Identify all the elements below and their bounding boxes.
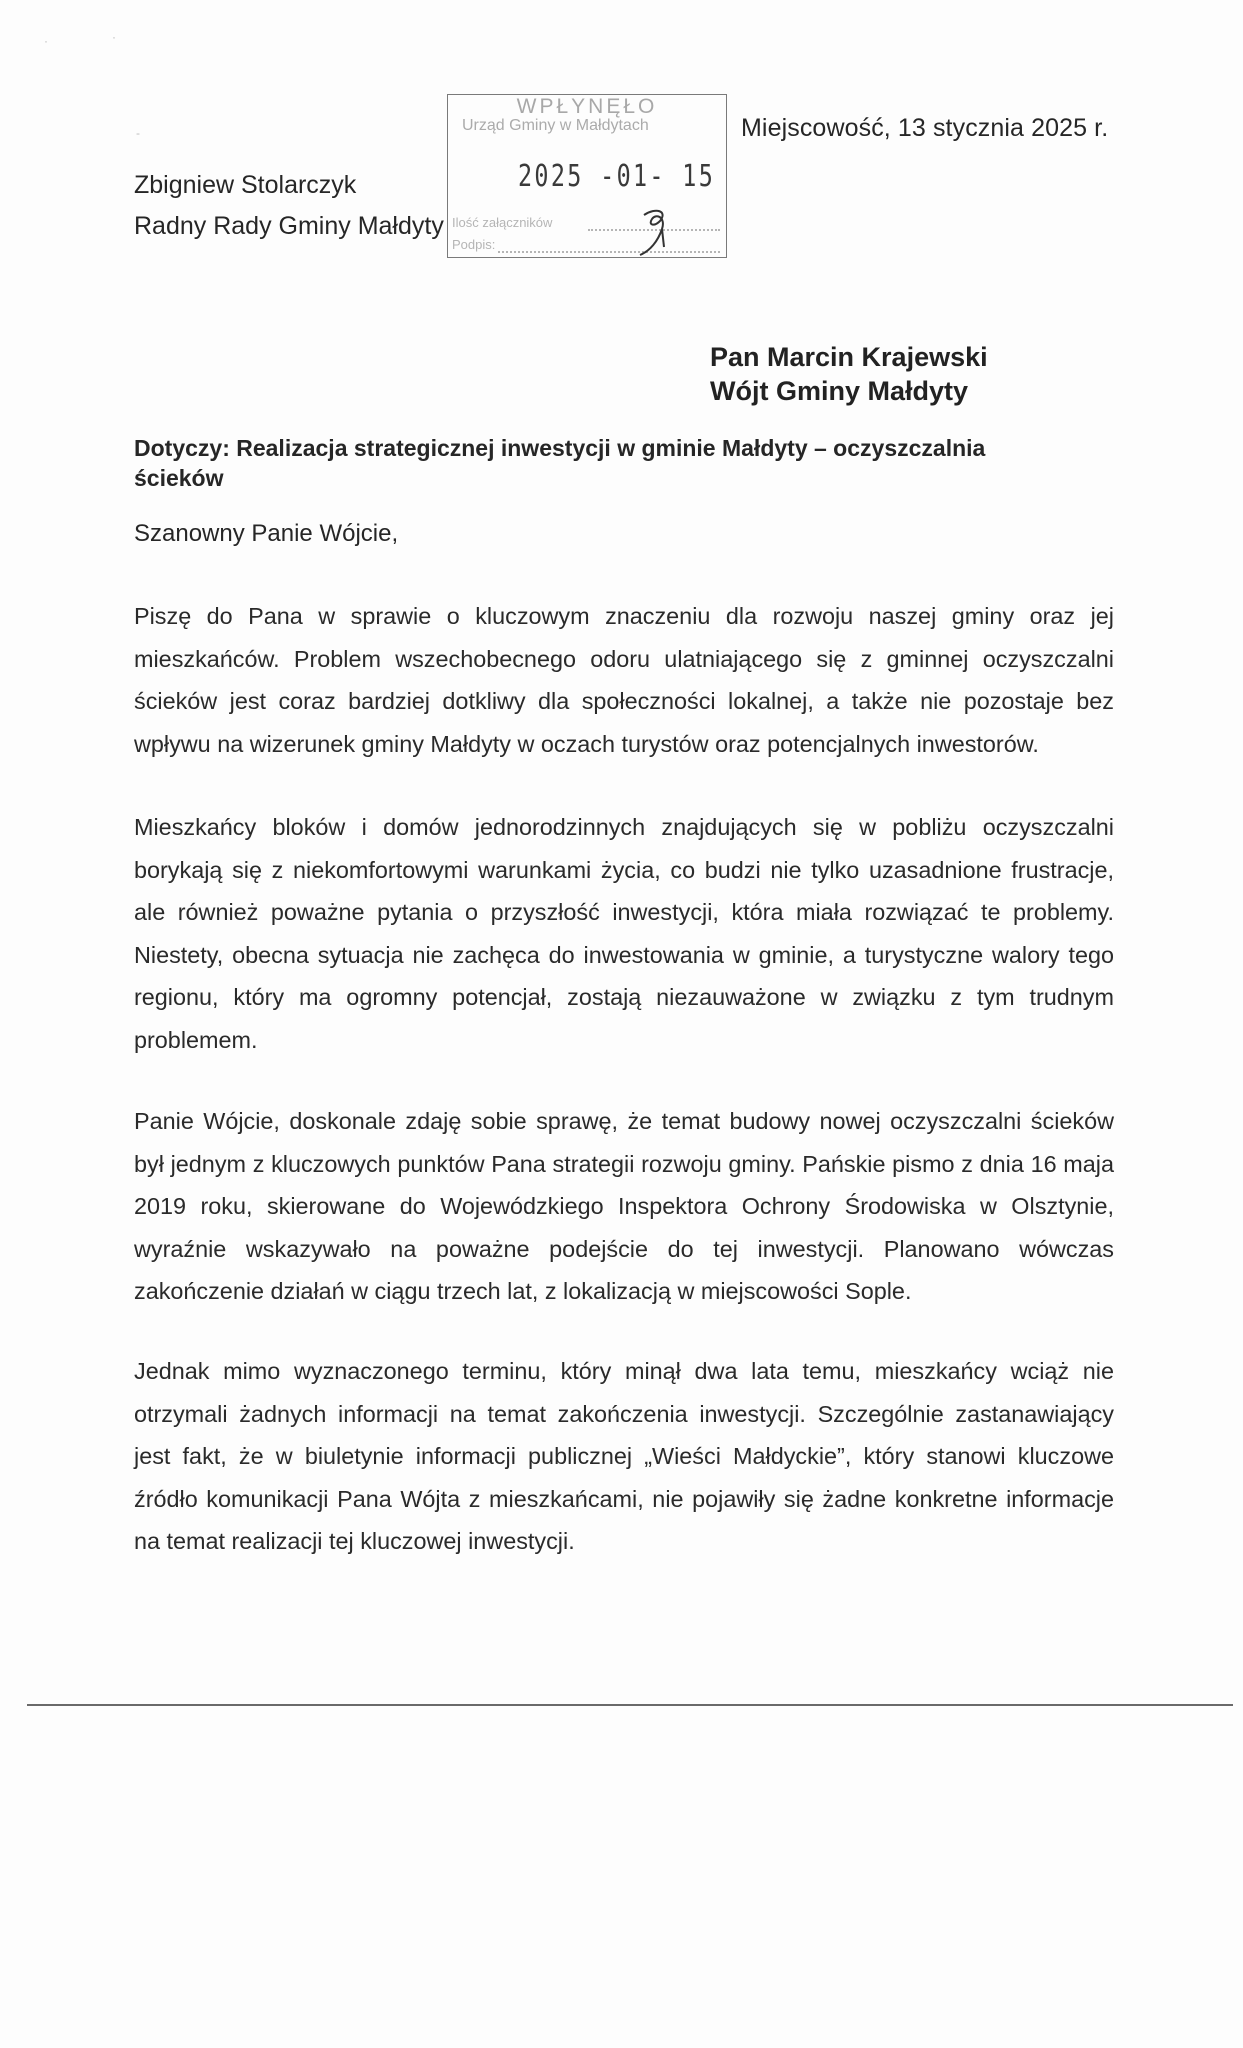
sender-name: Zbigniew Stolarczyk xyxy=(134,171,357,199)
body-paragraph: Panie Wójcie, doskonale zdaję sobie sprawę, że temat budowy nowej oczyszczalni ścieków był jednym z kluczowych punktów Pana strategii rozwoju gminy. Pańskie pismo z dnia 16 maja 2019 roku, skierowane do Wojewódzkiego Inspektora Ochrony Środowiska w Olsztynie, wyraźnie wskazywało na poważne podejście do tej inwestycji. Planowano wówczas zakończenie działań w ciągu trzech lat, z lokalizacją w miejscowości Sople. xyxy=(134,1108,1114,1304)
body-paragraph: Mieszkańcy bloków i domów jednorodzinnych znajdujących się w pobliżu oczyszczalni borykają się z niekomfortowymi warunkami życia, co budzi nie tylko uzasadnione frustracje, ale również poważne pytania o przyszłość inwestycji, która miała rozwiązać te problemy. Niestety, obecna sytuacja nie zachęca do inwestowania w gminie, a turystyczne walory tego regionu, który ma ogromny potencjał, zostają niezauważone w związku z tym trudnym problemem. xyxy=(134,814,1114,1053)
received-stamp xyxy=(447,94,727,258)
body-paragraph: Piszę do Pana w sprawie o kluczowym znaczeniu dla rozwoju naszej gminy oraz jej mieszkańców. Problem wszechobecnego odoru ulatniającego się z gminnej oczyszczalni ścieków jest coraz bardziej dotkliwy dla społeczności lokalnej, a także nie pozostaje bez wpływu na wizerunek gminy Małdyty w oczach turystów oraz potencjalnych inwestorów. xyxy=(134,603,1114,757)
letter-date: Miejscowość, 13 stycznia 2025 r. xyxy=(741,114,1109,142)
recipient-name: Pan Marcin Krajewski xyxy=(710,342,988,372)
stamp-signature-line xyxy=(498,251,720,253)
stamp-signature-label: Podpis: xyxy=(452,237,496,252)
body-paragraph: Jednak mimo wyznaczonego terminu, który minął dwa lata temu, mieszkańcy wciąż nie otrzymali żadnych informacji na temat zakończenia inwestycji. Szczególnie zastanawiający jest fakt, że w biuletynie informacji publicznej „Wieści Małdyckie”, który stanowi kluczowe źródło komunikacji Pana Wójta z mieszkańcami, nie pojawiły się żadne konkretne informacje na temat realizacji tej kluczowej inwestycji. xyxy=(134,1358,1114,1554)
footer-divider xyxy=(27,1704,1233,1706)
scan-speck: · xyxy=(44,34,48,48)
stamp-office: Urząd Gminy w Małdytach xyxy=(462,117,649,134)
salutation: Szanowny Panie Wójcie, xyxy=(134,520,399,547)
stamp-attachments-label: Ilość załączników xyxy=(452,215,553,230)
handwritten-signature xyxy=(626,207,686,257)
scan-speck: - xyxy=(136,126,140,140)
stamp-date: 2025 -01- 15 xyxy=(518,159,716,194)
stamp-title: WPŁYNĘŁO xyxy=(516,95,658,118)
letter-subject: Dotyczy: Realizacja strategicznej inwestycji w gminie Małdyty – oczyszczalnia ścieków xyxy=(134,435,986,491)
scan-speck: · xyxy=(112,30,116,44)
recipient-title: Wójt Gminy Małdyty xyxy=(710,376,969,406)
sender-role: Radny Rady Gminy Małdyty xyxy=(134,212,444,240)
